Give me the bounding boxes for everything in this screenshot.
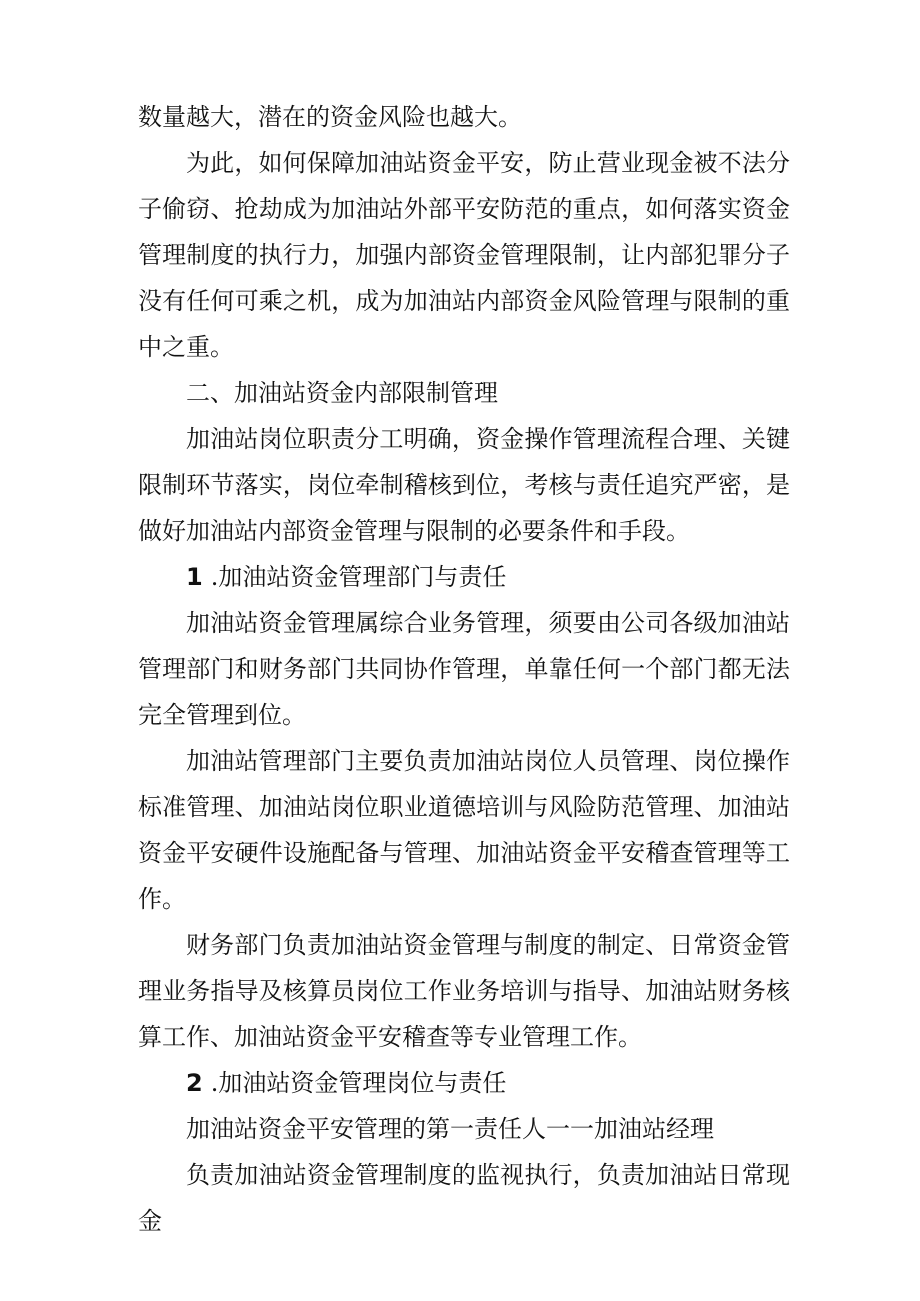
section-heading-2: 二、加油站资金内部限制管理 [186, 379, 498, 407]
paragraph-manager-duty: 负责加油站资金管理制度的监视执行，负责加油站日常现金 [138, 1161, 790, 1235]
paragraph-first-responsible: 加油站资金平安管理的第一责任人一一加油站经理 [186, 1115, 714, 1143]
subsection-number-1: 1 [186, 563, 203, 591]
paragraph-finance-dept: 财务部门负责加油站资金管理与制度的制定、日常资金管理业务指导及核算员岗位工作业务培训与指导、加油站财务核算工作、加油站资金平安稽查等专业管理工作。 [138, 931, 790, 1051]
subsection-title-2: .加油站资金管理岗位与责任 [210, 1069, 507, 1097]
paragraph-management-scope: 加油站资金管理属综合业务管理，须要由公司各级加油站管理部门和财务部门共同协作管理，单靠任何一个部门都无法完全管理到位。 [138, 609, 790, 729]
paragraph-station-dept: 加油站管理部门主要负责加油站岗位人员管理、岗位操作标准管理、加油站岗位职业道德培训与风险防范管理、加油站资金平安硬件设施配备与管理、加油站资金平安稽查管理等工作。 [138, 747, 790, 913]
paragraph-fund-safety: 为此，如何保障加油站资金平安，防止营业现金被不法分子偷窃、抢劫成为加油站外部平安防范的重点，如何落实资金管理制度的执行力，加强内部资金管理限制，让内部犯罪分子没有任何可乘之机，成为加油站内部资金风险管理与限制的重中之重。 [138, 149, 790, 361]
subsection-heading-2 [138, 1060, 790, 1106]
paragraph-continued: 数量越大，潜在的资金风险也越大。 [138, 103, 522, 131]
subsection-title-1: .加油站资金管理部门与责任 [210, 563, 507, 591]
subsection-heading-1 [138, 554, 790, 600]
subsection-number-2: 2 [186, 1069, 203, 1097]
paragraph-internal-control: 加油站岗位职责分工明确，资金操作管理流程合理、关键限制环节落实，岗位牵制稽核到位，考核与责任追究严密，是做好加油站内部资金管理与限制的必要条件和手段。 [138, 425, 790, 545]
document-body [138, 94, 790, 1244]
